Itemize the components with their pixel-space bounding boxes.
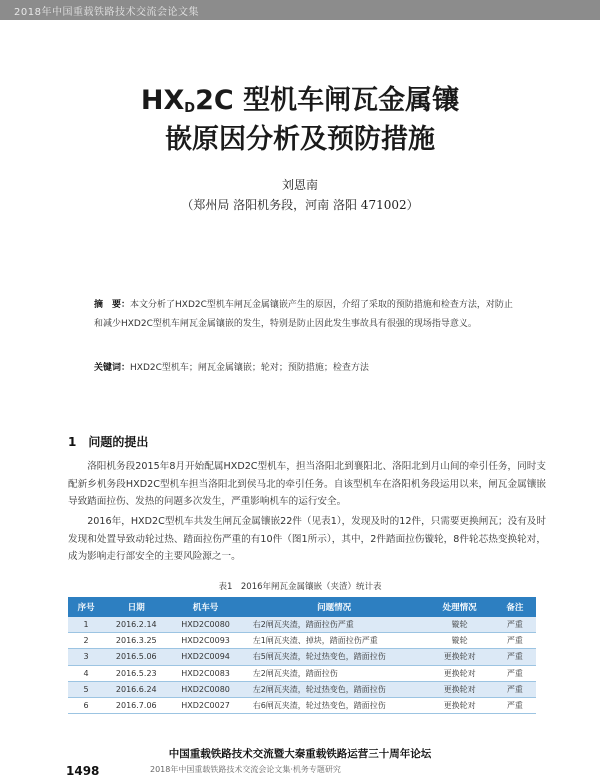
table-cell: 右5闸瓦夹渣，轮过热变色，踏面拉伤 <box>243 649 426 665</box>
table-header-cell: 备注 <box>494 597 536 617</box>
keywords-text: HXD2C型机车；闸瓦金属镶嵌；轮对；预防措施；检查方法 <box>130 363 369 373</box>
table-cell: 严重 <box>494 681 536 697</box>
table-cell: 6 <box>68 697 104 713</box>
abstract-label: 摘 要： <box>94 300 131 310</box>
page-number: 1498 <box>66 764 100 778</box>
table-cell: HXD2C0080 <box>168 681 242 697</box>
table-cell: 2016.3.25 <box>104 633 168 649</box>
table-cell: 5 <box>68 681 104 697</box>
table-cell: 右2闸瓦夹渣，踏面拉伤严重 <box>243 617 426 633</box>
table-row <box>68 665 536 681</box>
table-cell: HXD2C0094 <box>168 649 242 665</box>
table-cell: 严重 <box>494 665 536 681</box>
table-row <box>68 649 536 665</box>
table-cell: HXD2C0093 <box>168 633 242 649</box>
table-cell: 左2闸瓦夹渣，轮过热变色，踏面拉伤 <box>243 681 426 697</box>
paper-title-line1 <box>0 78 600 117</box>
table-caption: 表1 2016年闸瓦金属镶嵌（夹渣）统计表 <box>218 582 382 592</box>
footer-title: 中国重载铁路技术交流暨大秦重载铁路运营三十周年论坛 <box>168 748 432 760</box>
table-cell: HXD2C0083 <box>168 665 242 681</box>
table-cell: 严重 <box>494 633 536 649</box>
paragraph-2: 2016年，HXD2C型机车共发生闸瓦金属镶嵌22件（见表1），发现及时的12件，只需要更换闸瓦；没有及时发现和处置导致动轮过热、踏面拉伤严重的有10件（图1所示），其中，2件踏面拉伤镟轮，8件轮芯热变换轮对，成为影响走行部安全的主要风险源之一。 <box>68 516 546 562</box>
running-header <box>0 0 600 20</box>
keywords <box>94 360 518 373</box>
table-row <box>68 697 536 713</box>
table-cell: 严重 <box>494 617 536 633</box>
title-subscript: D <box>184 101 196 116</box>
table-cell: 更换轮对 <box>425 649 493 665</box>
table-cell: 2016.6.24 <box>104 681 168 697</box>
table-cell: 左2闸瓦夹渣，踏面拉伤 <box>243 665 426 681</box>
statistics-table <box>68 597 536 714</box>
table-cell: 1 <box>68 617 104 633</box>
table-cell: 严重 <box>494 649 536 665</box>
table-header-cell: 日期 <box>104 597 168 617</box>
abstract <box>94 296 518 334</box>
table-cell: 更换轮对 <box>425 697 493 713</box>
author-affiliation: （郑州局 洛阳机务段，河南 洛阳 471002） <box>181 198 419 212</box>
table-cell: HXD2C0027 <box>168 697 242 713</box>
paper-title-line2: 嵌原因分析及预防措施 <box>165 124 435 155</box>
table-cell: 2 <box>68 633 104 649</box>
table-header-cell: 处理情况 <box>425 597 493 617</box>
table-cell: 2016.7.06 <box>104 697 168 713</box>
table-cell: 右6闸瓦夹渣，轮过热变色，踏面拉伤 <box>243 697 426 713</box>
section-heading: 1 问题的提出 <box>68 435 149 449</box>
table-cell: 2016.5.06 <box>104 649 168 665</box>
running-header-text: 2018年中国重载铁路技术交流会论文集 <box>14 7 199 18</box>
table-cell: 严重 <box>494 697 536 713</box>
footer-subline <box>150 764 450 776</box>
footer-subline-text: 2018年中国重载铁路技术交流会论文集·机务专题研究 <box>150 765 341 774</box>
keywords-label: 关键词： <box>94 363 131 373</box>
paragraph-1: 洛阳机务段2015年8月开始配属HXD2C型机车，担当洛阳北到襄阳北、洛阳北到月山间的牵引任务，同时支配新乡机务段HXD2C型机车担当洛阳北到侯马北的牵引任务。自该型机车在洛阳机务段运用以来，闸瓦金属镶嵌导致踏面拉伤、发热的问题多次发生，严重影响机车的运行安全。 <box>68 461 546 507</box>
abstract-text: 本文分析了HXD2C型机车闸瓦金属镶嵌产生的原因，介绍了采取的预防措施和检查方法，对防止和减少HXD2C型机车闸瓦金属镶嵌的发生，特别是防止因此发生事故具有很强的现场指导意义。 <box>94 300 513 329</box>
table-cell: 镟轮 <box>425 633 493 649</box>
table-header-row <box>68 597 536 617</box>
table-cell: 镟轮 <box>425 617 493 633</box>
table-row <box>68 633 536 649</box>
table-row <box>68 617 536 633</box>
author-name: 刘恩南 <box>281 178 318 192</box>
title-prefix: HX <box>140 85 185 116</box>
table-cell: 更换轮对 <box>425 665 493 681</box>
title-suffix: 2C 型机车闸瓦金属镶 <box>195 85 460 116</box>
table-cell: 2016.5.23 <box>104 665 168 681</box>
table-header-cell: 问题情况 <box>243 597 426 617</box>
table-cell: 左1闸瓦夹渣、掉块，踏面拉伤严重 <box>243 633 426 649</box>
table-cell: 3 <box>68 649 104 665</box>
table-cell: 更换轮对 <box>425 681 493 697</box>
table-cell: 4 <box>68 665 104 681</box>
table-header-cell: 机车号 <box>168 597 242 617</box>
table-row <box>68 681 536 697</box>
table-cell: HXD2C0080 <box>168 617 242 633</box>
table-header-cell: 序号 <box>68 597 104 617</box>
table-cell: 2016.2.14 <box>104 617 168 633</box>
